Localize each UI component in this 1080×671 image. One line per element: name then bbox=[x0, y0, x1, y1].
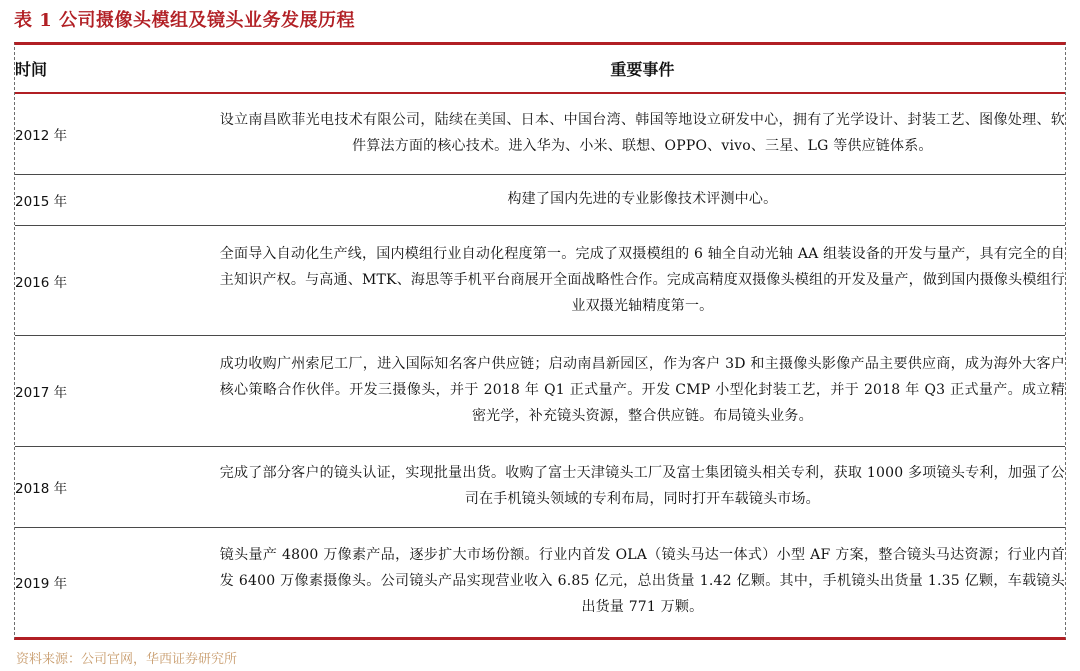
cell-event bbox=[220, 336, 1065, 446]
table-header-row bbox=[15, 45, 1065, 93]
column-header-time: 时间 bbox=[15, 45, 220, 93]
cell-time: 2019 年 bbox=[15, 576, 68, 593]
table-row bbox=[15, 446, 1065, 527]
table-row bbox=[15, 226, 1065, 336]
cell-time: 2017 年 bbox=[15, 336, 220, 446]
cell-time: 2012 年 bbox=[15, 93, 220, 174]
cell-event bbox=[220, 527, 1065, 637]
table-row bbox=[15, 93, 1065, 174]
cell-event-text: 镜头量产 4800 万像素产品，逐步扩大市场份额。行业内首发 OLA（镜头马达一体式）小型 AF 方案，整合镜头马达资源；行业内首发 6400 万像素摄像头。公司镜头产品实现营业收入 6.85 亿元，总出货量 1.42 亿颗。其中，手机镜头出货量 1.35 亿颗，车载镜头出货量 771 万颗。 bbox=[219, 547, 1065, 616]
table-row bbox=[15, 336, 1065, 446]
table-body bbox=[15, 93, 1065, 637]
cell-time: 2015 年 bbox=[15, 174, 220, 225]
cell-event-text: 全面导入自动化生产线，国内模组行业自动化程度第一。完成了双摄模组的 6 轴全自动光轴 AA 组装设备的开发与量产，具有完全的自主知识产权。与高通、MTK、海思等手机平台商展开全面战略性合作。完成高精度双摄像头模组的开发及量产，做到国内摄像头模组行业双摄光轴精度第一。 bbox=[219, 245, 1065, 314]
cell-event bbox=[220, 174, 1065, 225]
cell-event-text: 成功收购广州索尼工厂，进入国际知名客户供应链；启动南昌新园区，作为客户 3D 和主摄像头影像产品主要供应商，成为海外大客户核心策略合作伙伴。开发三摄像头，并于 2018 年 Q1 正式量产。开发 CMP 小型化封装工艺，并于 2018 年 Q3 正式量产。成立精密光学，补充镜头资源，整合供应链。布局镜头业务。 bbox=[219, 356, 1065, 425]
source-note: 资料来源：公司官网，华西证券研究所 bbox=[16, 652, 238, 667]
column-header-event: 重要事件 bbox=[220, 45, 1065, 93]
table-row bbox=[15, 174, 1065, 225]
page-title: 表 1 公司摄像头模组及镜头业务发展历程 bbox=[14, 10, 356, 31]
cell-time: 2016 年 bbox=[15, 226, 220, 336]
timeline-table bbox=[15, 45, 1065, 637]
cell-event-text: 完成了部分客户的镜头认证，实现批量出货。收购了富士天津镜头工厂及富士集团镜头相关专利，获取 1000 多项镜头专利，加强了公司在手机镜头领域的专利布局，同时打开车载镜头市场。 bbox=[219, 464, 1065, 507]
cell-event bbox=[220, 226, 1065, 336]
cell-event-text: 构建了国内先进的专业影像技术评测中心。 bbox=[507, 191, 778, 208]
table-row bbox=[15, 527, 1065, 637]
cell-event bbox=[220, 446, 1065, 527]
cell-time: 2018 年 bbox=[15, 446, 220, 527]
timeline-table-container bbox=[14, 42, 1066, 640]
cell-event bbox=[220, 93, 1065, 174]
cell-event-text: 设立南昌欧菲光电技术有限公司，陆续在美国、日本、中国台湾、韩国等地设立研发中心，拥有了光学设计、封装工艺、图像处理、软件算法方面的核心技术。进入华为、小米、联想、OPPO、vivo、三星、LG 等供应链体系。 bbox=[219, 112, 1065, 154]
